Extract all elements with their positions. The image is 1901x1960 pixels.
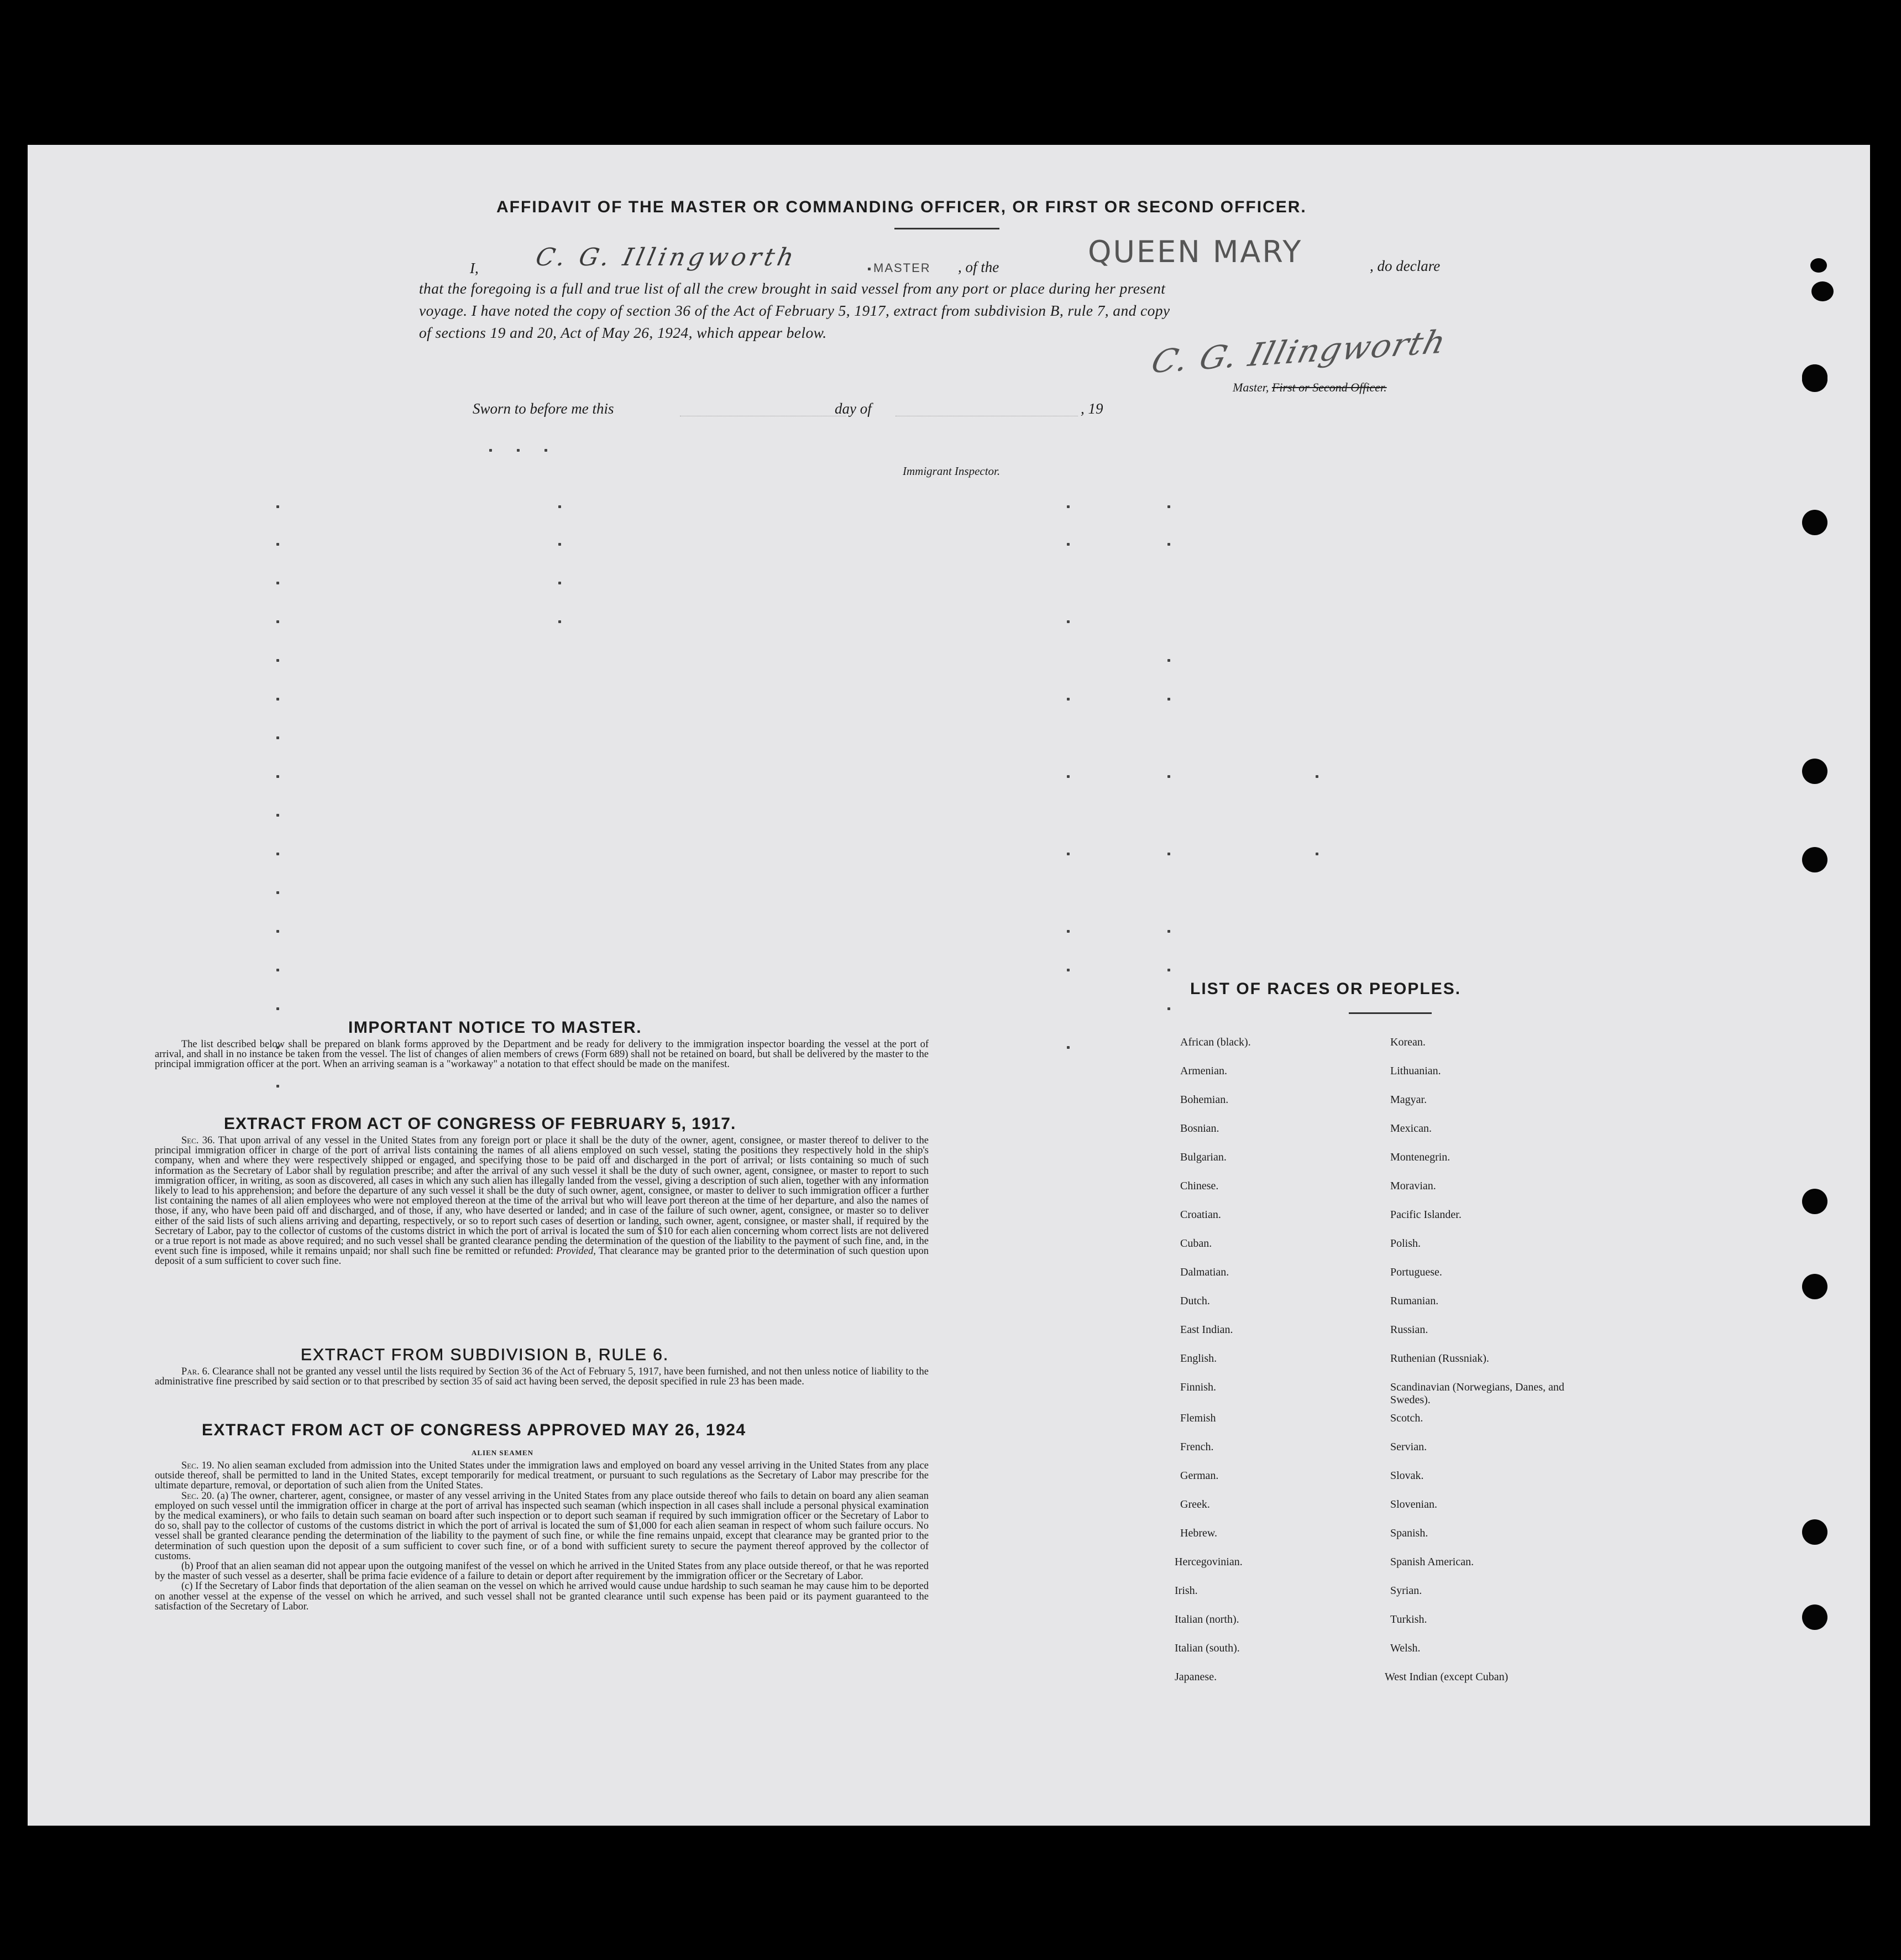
race-left: Dutch.	[1180, 1295, 1210, 1307]
form-dot	[558, 620, 561, 623]
role-label: MASTER	[873, 261, 931, 275]
form-dot	[276, 1007, 279, 1010]
vessel-name-stamp: QUEEN MARY	[1088, 234, 1303, 269]
race-right: Slovak.	[1390, 1470, 1424, 1482]
form-dot	[276, 969, 279, 971]
race-right: Servian.	[1390, 1441, 1427, 1453]
form-dot	[558, 582, 561, 584]
punch-hole	[1802, 847, 1827, 872]
form-dot	[276, 891, 279, 894]
form-dot	[276, 736, 279, 739]
race-left: Croatian.	[1180, 1209, 1221, 1221]
race-right: Scandinavian (Norwegians, Danes, and Swedes).	[1390, 1381, 1564, 1406]
race-right: Mexican.	[1390, 1122, 1432, 1135]
alien-seamen-subtitle: ALIEN SEAMEN	[472, 1449, 534, 1457]
punch-hole	[1802, 759, 1827, 784]
proviso-word: Provided,	[556, 1246, 596, 1257]
form-dot	[1067, 620, 1070, 623]
section-20-label: Sec. 20.	[181, 1490, 214, 1502]
form-dot	[1316, 775, 1318, 778]
form-dot	[489, 449, 492, 452]
signer-name-handwritten: C. G. Illingworth	[533, 243, 800, 271]
form-dot	[1167, 659, 1170, 662]
proviso-text: That clearance may be granted prior to the determination of such question upon deposit of a sum sufficient to cover such fine.	[155, 1246, 929, 1267]
punch-hole	[1802, 510, 1827, 535]
races-title-rule	[1349, 1012, 1432, 1014]
race-left: Flemish	[1180, 1412, 1216, 1424]
extract-1917-title: EXTRACT FROM ACT OF CONGRESS OF FEBRUARY 5, 1917.	[224, 1115, 736, 1133]
declaration-line-2: voyage. I have noted the copy of section 36 of the Act of February 5, 1917, extract from subdivision B, rule 7, and copy	[419, 302, 1170, 319]
notice-title: IMPORTANT NOTICE TO MASTER.	[348, 1018, 642, 1037]
race-right: Spanish American.	[1390, 1556, 1474, 1568]
punch-hole	[1802, 366, 1827, 391]
race-right: Slovenian.	[1390, 1498, 1437, 1510]
section-19-label: Sec. 19.	[181, 1460, 214, 1471]
section-36-paragraph	[155, 1136, 929, 1267]
affidavit-i: I,	[470, 260, 479, 276]
form-dot	[276, 814, 279, 817]
race-left: Chinese.	[1180, 1180, 1219, 1192]
year-label: , 19	[1081, 400, 1103, 417]
form-dot	[1067, 969, 1070, 971]
race-left: Finnish.	[1180, 1381, 1217, 1393]
form-dot	[1067, 543, 1070, 546]
race-left: English.	[1180, 1352, 1217, 1365]
race-right: Welsh.	[1390, 1642, 1421, 1654]
punch-hole	[1810, 258, 1827, 273]
race-left: Dalmatian.	[1180, 1266, 1229, 1278]
race-right: Pacific Islander.	[1390, 1209, 1462, 1221]
race-right: Magyar.	[1390, 1094, 1427, 1106]
form-dot	[276, 698, 279, 701]
races-title: LIST OF RACES OR PEOPLES.	[1190, 980, 1462, 998]
form-dot	[276, 1085, 279, 1088]
extract-1924-title: EXTRACT FROM ACT OF CONGRESS APPROVED MAY 26, 1924	[202, 1421, 746, 1439]
form-dot	[276, 620, 279, 623]
section-20a-paragraph	[155, 1491, 929, 1561]
race-left: Hercegovinian.	[1175, 1556, 1243, 1568]
race-right: Spanish.	[1390, 1527, 1428, 1539]
race-right: West Indian (except Cuban)	[1385, 1671, 1509, 1683]
document-page	[28, 145, 1870, 1826]
section-20b-paragraph: (b) Proof that an alien seaman did not appear upon the outgoing manifest of the vessel on which he arrived in the United States from any place outside thereof, or that he was reported by the master of such vessel as a deserter, shall be prima facie evidence of a failure to detain or deport after requirement by the immigration officer or the Secretary of Labor.	[155, 1561, 929, 1582]
dotted-leader	[868, 268, 871, 270]
race-left: Cuban.	[1180, 1237, 1212, 1250]
par-6-label: Par. 6.	[181, 1366, 210, 1377]
form-dot	[1167, 969, 1170, 971]
race-left: Hebrew.	[1180, 1527, 1218, 1539]
form-dot	[1067, 775, 1070, 778]
day-of-label: day of	[835, 400, 872, 417]
race-left: Bosnian.	[1180, 1122, 1219, 1135]
race-left: East Indian.	[1180, 1324, 1233, 1336]
punch-hole	[1802, 1519, 1827, 1545]
race-right: Lithuanian.	[1390, 1065, 1441, 1077]
form-dot	[276, 853, 279, 855]
sworn-text: Sworn to before me this	[473, 400, 614, 417]
form-dot	[1067, 698, 1070, 701]
form-dot	[276, 505, 279, 508]
extract-1924-body	[155, 1461, 929, 1612]
section-19-text: No alien seaman excluded from admission into the United States under the immigration laws and employed on board any vessel arriving in the United States from any place outside thereof, shall be permitted to land in the United States, except temporarily for medical treatment, or pursuant to such regulations as the Secretary of Labor may prescribe for the ultimate departure, removal, or deportation of such alien from the United States.	[155, 1460, 929, 1492]
do-declare-label: , do declare	[1370, 258, 1441, 274]
race-left: African (black).	[1180, 1036, 1251, 1048]
form-dot	[1067, 930, 1070, 933]
form-dot	[276, 543, 279, 546]
section-19-paragraph	[155, 1461, 929, 1491]
form-dot	[1167, 543, 1170, 546]
form-dot	[1067, 505, 1070, 508]
notice-paragraph: The list described below shall be prepared on blank forms approved by the Department and be ready for delivery to the immigration inspector boarding the vessel at the port of arrival, and shall in no instance be taken from the vessel. The list of changes of alien members of crews (Form 689) shall not be retained on board, but shall be delivered by the master to the principal immigration officer at the port. When an arriving seaman is a "workaway" a notation to that effect should be made on the manifest.	[155, 1039, 929, 1070]
race-left: German.	[1180, 1470, 1219, 1482]
signature-caption-master: Master,	[1233, 380, 1269, 394]
race-left: Bulgarian.	[1180, 1151, 1227, 1163]
par-6-text: Clearance shall not be granted any vessel until the lists required by Section 36 of the Act of February 5, 1917, have been furnished, and not then unless notice of liability to the administrative fine prescribed by said section or to that prescribed by section 35 of said act having been served, the deposit specified in rule 23 has been made.	[155, 1366, 929, 1388]
form-dot	[1167, 1007, 1170, 1010]
race-left: Bohemian.	[1180, 1094, 1229, 1106]
of-the-label: , of the	[958, 259, 999, 275]
master-signature: C. G. Illingworth	[1148, 322, 1451, 381]
signature-caption	[1233, 380, 1387, 395]
form-dot	[276, 659, 279, 662]
form-dot	[1067, 1046, 1070, 1049]
declaration-line-1: that the foregoing is a full and true list of all the crew brought in said vessel from any port or place during her present	[419, 280, 1166, 297]
race-left: Armenian.	[1180, 1065, 1227, 1077]
punch-hole	[1802, 1604, 1827, 1630]
form-dot	[558, 543, 561, 546]
race-right: Rumanian.	[1390, 1295, 1439, 1307]
race-right: Scotch.	[1390, 1412, 1423, 1424]
form-dot	[1067, 853, 1070, 855]
race-left: Japanese.	[1175, 1671, 1217, 1683]
race-right: Moravian.	[1390, 1180, 1436, 1192]
race-right: Syrian.	[1390, 1585, 1422, 1597]
form-dot	[276, 582, 279, 584]
form-dot	[1167, 505, 1170, 508]
declaration-line-3: of sections 19 and 20, Act of May 26, 1924, which appear below.	[419, 324, 827, 341]
notice-body	[155, 1039, 929, 1070]
race-left: French.	[1180, 1441, 1214, 1453]
par-6-paragraph	[155, 1367, 929, 1387]
race-right: Montenegrin.	[1390, 1151, 1450, 1163]
form-dot	[1167, 775, 1170, 778]
form-dot	[517, 449, 520, 452]
subdivision-b-title: EXTRACT FROM SUBDIVISION B, RULE 6.	[301, 1346, 669, 1364]
race-right: Korean.	[1390, 1036, 1426, 1048]
form-dot	[544, 449, 547, 452]
race-right: Polish.	[1390, 1237, 1421, 1250]
section-20a-text: (a) The owner, charterer, agent, consignee, or master of any vessel arriving in the United States from any place outside thereof who fails to detain on board any alien seaman employed on such vessel until the immigration officer in charge at the port of arrival has inspected such seaman (which inspection in all cases shall include a personal physical examination by the medical examiners), or who fails to detain such seaman on board after such inspection or to deport such seaman if required by such immigration officer or the Secretary of Labor to do so, shall pay to the collector of customs of the customs district in which the port of arrival is located the sum of $1,000 for each alien seaman in respect of whom such failure occurs. No vessel shall be granted clearance pending the determination of the liability to the payment of such fine, or while the fine remains unpaid, except that clearance may be granted prior to the determination of such question upon the deposit of a sum sufficient to cover such fine, or of a bond with sufficient surety to secure the payment thereof approved by the collector of customs.	[155, 1490, 929, 1562]
race-right: Turkish.	[1390, 1613, 1427, 1626]
punch-hole	[1811, 281, 1834, 301]
form-dot	[276, 775, 279, 778]
affidavit-title: AFFIDAVIT OF THE MASTER OR COMMANDING OFFICER, OR FIRST OR SECOND OFFICER.	[496, 198, 1307, 216]
race-right: Russian.	[1390, 1324, 1428, 1336]
section-36-label: Sec. 36.	[181, 1135, 215, 1146]
race-left: Italian (south).	[1175, 1642, 1240, 1654]
section-36-text: That upon arrival of any vessel in the United States from any foreign port or place it shall be the duty of the owner, agent, consignee, or master thereof to deliver to the principal immigration officer in charge of the port of arrival lists containing the names of all aliens employed on such vessel, stating the positions they respectively hold in the ship's company, when and where they were respectively shipped or engaged, and specifying those to be paid off and discharged in the port of arrival; or lists containing so much of such information as the Secretary of Labor shall by regulation prescribe; and after the arrival of any such vessel it shall be the duty of such owner, agent, consignee, or master to report to such immigration officer, in writing, as soon as discovered, all cases in which any such alien has illegally landed from the vessel, giving a description of such alien, together with any information likely to lead to his apprehension; and before the departure of any such vessel it shall be the duty of such owner, agent, consignee, or master to deliver to such immigration officer a further list containing the names of all alien employees who were not employed thereon at the time of the arrival but who will leave port thereon at the time of her departure, and also the names of those, if any, who have been paid off and discharged, and of those, if any, who have deserted or landed; and in case of the failure of such owner, agent, consignee, or master so to deliver either of the said lists of such aliens arriving and departing, respectively, or so to report such cases of desertion or landing, such owner, agent, consignee, or master shall, if required by the Secretary of Labor, pay to the collector of customs of the customs district in which the port of arrival is located the sum of $10 for each alien concerning whom correct lists are not delivered or a true report is not made as above required; and no such vessel shall be granted clearance pending the determination of the question of the liability to the payment of such fine, and, in the event such fine is imposed, while it remains unpaid; nor shall such fine be remitted or refunded:	[155, 1135, 929, 1257]
race-left: Greek.	[1180, 1498, 1210, 1510]
form-dot	[1167, 853, 1170, 855]
subdivision-b-body	[155, 1367, 929, 1387]
race-left: Italian (north).	[1175, 1613, 1239, 1626]
race-left: Irish.	[1175, 1585, 1198, 1597]
extract-1917-body	[155, 1136, 929, 1267]
form-dot	[276, 930, 279, 933]
form-dot	[1167, 930, 1170, 933]
title-rule	[894, 228, 999, 229]
signature-caption-struck: First or Second Officer.	[1271, 380, 1387, 394]
race-right: Ruthenian (Russniak).	[1390, 1352, 1489, 1365]
section-20c-paragraph: (c) If the Secretary of Labor finds that deportation of the alien seaman on the vessel on which he arrived would cause undue hardship to such seaman he may cause him to be deported on another vessel at the expense of the vessel on which he arrived, and such vessel shall not be granted clearance until such expense has been paid or its payment guaranteed to the satisfaction of the Secretary of Labor.	[155, 1581, 929, 1612]
form-dot	[1316, 853, 1318, 855]
form-dot	[558, 505, 561, 508]
form-dot	[1167, 698, 1170, 701]
punch-hole	[1802, 1189, 1827, 1214]
race-right: Portuguese.	[1390, 1266, 1442, 1278]
inspector-label: Immigrant Inspector.	[903, 464, 1001, 478]
punch-hole	[1802, 1274, 1827, 1299]
